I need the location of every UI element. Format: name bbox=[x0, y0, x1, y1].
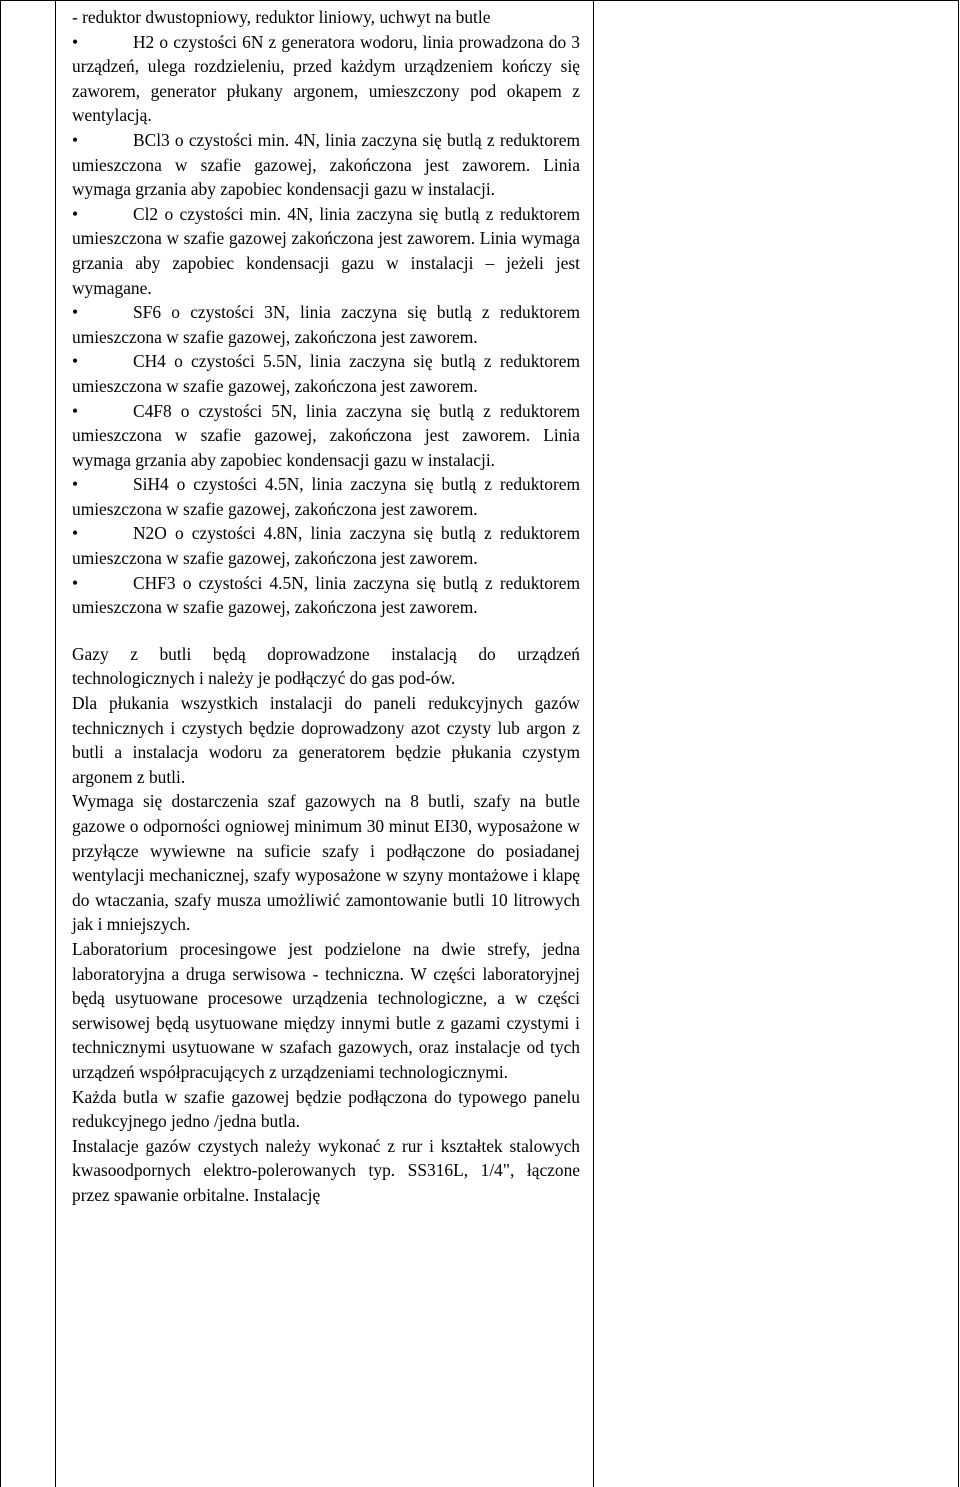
bullet-icon: • bbox=[72, 400, 79, 421]
gas-list-item bbox=[72, 300, 580, 349]
body-paragraph: Instalacje gazów czystych należy wykonać z rur i kształtek stalowych kwasoodpornych elektro-polerowanych typ. SS316L, 1/4", łączone przez spawanie orbitalne. Instalację bbox=[72, 1135, 580, 1205]
gas-list-item bbox=[72, 399, 580, 473]
bullet-icon: • bbox=[72, 203, 79, 224]
description-cell bbox=[72, 5, 580, 1208]
bullet-icon: • bbox=[72, 474, 79, 495]
gas-list-item-text: N2O o czystości 4.8N, linia zaczyna się butlą z reduktorem umieszczona w szafie gazowej, zakończona jest zaworem. bbox=[72, 523, 580, 569]
spacer bbox=[72, 620, 580, 642]
gas-list-item bbox=[72, 202, 580, 300]
gas-list-item bbox=[72, 472, 580, 521]
table-column-number bbox=[1, 1, 56, 1487]
table-column-offer bbox=[594, 1, 959, 1487]
gas-list bbox=[72, 30, 580, 620]
gas-list-item bbox=[72, 128, 580, 202]
gas-list-item-text: SF6 o czystości 3N, linia zaczyna się butlą z reduktorem umieszczona w szafie gazowej, zakończona jest zaworem. bbox=[72, 302, 580, 347]
gas-list-item-text: C4F8 o czystości 5N, linia zaczyna się butlą z reduktorem umieszczona w szafie gazowej, zakończona jest zaworem. Linia wymaga grzania aby zapobiec kondensacji gazu w instalacji. bbox=[72, 400, 580, 470]
gas-list-item-text: BCl3 o czystości min. 4N, linia zaczyna się butlą z reduktorem umieszczona w szafie gazowej, zakończona jest zaworem. Linia wymaga grzania aby zapobiec kondensacji gazu w instalacji. bbox=[72, 129, 580, 200]
gas-list-item bbox=[72, 349, 580, 398]
intro-text: - reduktor dwustopniowy, reduktor liniowy, uchwyt na butle bbox=[72, 7, 491, 27]
gas-list-item bbox=[72, 30, 580, 128]
paragraph-list bbox=[72, 642, 580, 1208]
gas-list-item-text: H2 o czystości 6N z generatora wodoru, linia prowadzona do 3 urządzeń, ulega rozdzieleniu, przed każdym urządzeniem kończy się zaworem, generator płukany argonem, umieszczony pod okapem z wentylacją. bbox=[72, 31, 580, 126]
gas-list-item bbox=[72, 521, 580, 570]
gas-list-item-text: Cl2 o czystości min. 4N, linia zaczyna się butlą z reduktorem umieszczona w szafie gazowej zakończona jest zaworem. Linia wymaga grzania aby zapobiec kondensacji gazu w instalacji – jeżeli jest wymagane. bbox=[72, 203, 580, 298]
gas-list-item-text: SiH4 o czystości 4.5N, linia zaczyna się butlą z reduktorem umieszczona w szafie gazowej, zakończona jest zaworem. bbox=[72, 474, 580, 519]
gas-list-item-text: CHF3 o czystości 4.5N, linia zaczyna się butlą z reduktorem umieszczona w szafie gazowej, zakończona jest zaworem. bbox=[72, 572, 580, 618]
body-paragraph: Wymaga się dostarczenia szaf gazowych na 8 butli, szafy na butle gazowe o odporności ogniowej minimum 30 minut EI30, wyposażone w przyłącze wywiewne na suficie szafy i podłączone do posiadanej wentylacji mechanicznej, szafy wyposażone w szyny montażowe i klapę do wtaczania, szafy musza umożliwić zamontowanie butli 10 litrowych jak i mniejszych. bbox=[72, 791, 580, 935]
bullet-icon: • bbox=[72, 31, 79, 52]
bullet-icon: • bbox=[72, 351, 79, 372]
body-paragraph: Każda butla w szafie gazowej będzie podłączona do typowego panelu redukcyjnego jedno /jedna butla. bbox=[72, 1086, 580, 1132]
gas-list-item-text: CH4 o czystości 5.5N, linia zaczyna się butlą z reduktorem umieszczona w szafie gazowej, zakończona jest zaworem. bbox=[72, 351, 580, 396]
gas-list-item bbox=[72, 571, 580, 620]
bullet-icon: • bbox=[72, 129, 79, 150]
body-paragraph: Gazy z butli będą doprowadzone instalacją do urządzeń technologicznych i należy je podłączyć do gas pod-ów. bbox=[72, 643, 580, 689]
bullet-icon: • bbox=[72, 572, 79, 593]
bullet-icon: • bbox=[72, 302, 79, 323]
bullet-icon: • bbox=[72, 523, 79, 544]
body-paragraph: Laboratorium procesingowe jest podzielone na dwie strefy, jedna laboratoryjna a druga serwisowa - techniczna. W części laboratoryjnej będą usytuowane procesowe urządzenia technologiczne, a w części serwisowej będą usytuowane między innymi butle z gazami czystymi i technicznymi usytuowane w szafach gazowych, oraz instalacje od tych urządzeń współpracujących z urządzeniami technologicznymi. bbox=[72, 938, 580, 1082]
body-paragraph: Dla płukania wszystkich instalacji do paneli redukcyjnych gazów technicznych i czystych będzie doprowadzony azot czysty lub argon z butli a instalacja wodoru za generatorem będzie płukania czystym argonem z butli. bbox=[72, 693, 580, 787]
